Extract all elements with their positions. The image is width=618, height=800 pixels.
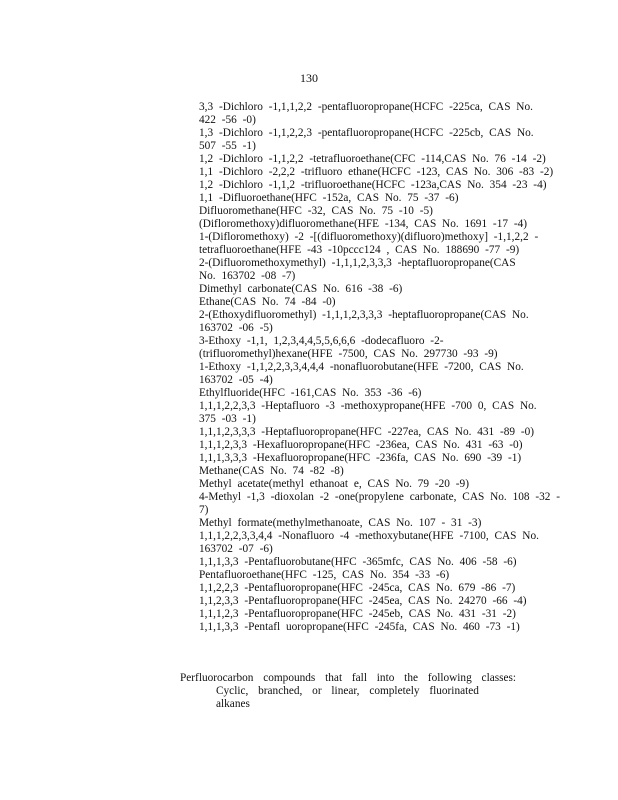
compound-entry-line: Difluoromethane(HFC -32, CAS No. 75 -10 -5) — [199, 205, 433, 217]
compound-entry-line: Pentafluoroethane(HFC -125, CAS No. 354 -33 -6) — [199, 569, 450, 581]
compound-entry-line: 1,1 -Difluoroethane(HFC -152a, CAS No. 75 -37 -6) — [199, 192, 459, 204]
compound-entry-line: 2-(Difluoromethoxymethyl) -1,1,1,2,3,3,3 -heptafluoropropane(CAS — [199, 257, 516, 269]
compound-entry — [199, 231, 539, 257]
compound-entry-line: 163702 -06 -5) — [199, 322, 273, 334]
compound-entry — [199, 439, 539, 452]
compound-entry-line: 1,1,1,2,2,3,3,4,4 -Nonafluoro -4 -methoxybutane(HFE -7100, CAS No. — [199, 530, 539, 542]
compound-entry — [199, 283, 539, 296]
compound-entry-line: 1,3 -Dichloro -1,1,2,2,3 -pentafluoropropane(HCFC -225cb, CAS No. — [199, 127, 534, 139]
compound-entry-line: 1,2 -Dichloro -1,1,2 -trifluoroethane(HCFC -123a,CAS No. 354 -23 -4) — [199, 179, 547, 191]
compound-entry-line: 507 -55 -1) — [199, 140, 256, 152]
compound-entry — [199, 426, 539, 439]
compound-entry-line: 1-(Difloromethoxy) -2 -[(difluoromethoxy)(difluoro)methoxy] -1,1,2,2 - — [199, 231, 539, 243]
compound-entry — [199, 387, 539, 400]
compound-entry-line: 1,2 -Dichloro -1,1,2,2 -tetrafluoroethane(CFC -114,CAS No. 76 -14 -2) — [199, 153, 546, 165]
compound-entry-line: 2-(Ethoxydifluoromethyl) -1,1,1,2,3,3,3 -heptafluoropropane(CAS No. — [199, 309, 529, 321]
compound-entry — [199, 296, 539, 309]
compound-entry — [199, 582, 539, 595]
compound-entry — [199, 465, 539, 478]
compound-entry-line: 1,1,1,2,2,3,3 -Heptafluoro -3 -methoxypropane(HFE -700 0, CAS No. — [199, 400, 537, 412]
compound-entry-line: 163702 -05 -4) — [199, 374, 273, 386]
compound-entry-line: 1,1,1,2,3,3 -Hexafluoropropane(HFC -236ea, CAS No. 431 -63 -0) — [199, 439, 523, 451]
compound-entry-line: Methyl acetate(methyl ethanoat e, CAS No. 79 -20 -9) — [199, 478, 469, 490]
compound-entry — [199, 218, 539, 231]
perfluorocarbon-intro: Perfluorocarbon compounds that fall into the following classes: — [180, 672, 517, 684]
compound-entry-line: 1,1 -Dichloro -2,2,2 -trifluoro ethane(HCFC -123, CAS No. 306 -83 -2) — [199, 166, 554, 178]
perfluorocarbon-class-item: Cyclic, branched, or linear, completely fluorinated alkanes — [216, 685, 479, 710]
compound-entry — [199, 166, 554, 179]
compound-entry-line: 1,1,1,2,3,3,3 -Heptafluoropropane(HFC -227ea, CAS No. 431 -89 -0) — [199, 426, 535, 438]
compound-entry-line: 1,1,2,2,3 -Pentafluoropropane(HFC -245ca, CAS No. 679 -86 -7) — [199, 582, 516, 594]
compound-entry-line: tetrafluoroethane(HFE -43 -10pccc124 , CAS No. 188690 -77 -9) — [199, 244, 520, 256]
compound-entry-line: Ethane(CAS No. 74 -84 -0) — [199, 296, 336, 308]
compound-entry-line: 1,1,1,2,3 -Pentafluoropropane(HFC -245eb, CAS No. 431 -31 -2) — [199, 608, 516, 620]
compound-entry-line: Methane(CAS No. 74 -82 -8) — [199, 465, 344, 477]
compound-entry-line: 375 -03 -1) — [199, 413, 256, 425]
compound-entry — [199, 257, 539, 283]
compound-entry-line: 4-Methyl -1,3 -dioxolan -2 -one(propylene carbonate, CAS No. 108 -32 - — [199, 491, 560, 503]
page-number: 130 — [300, 71, 318, 85]
compound-entry — [199, 621, 539, 634]
compound-entry — [199, 556, 539, 569]
compound-entry-line: 3,3 -Dichloro -1,1,1,2,2 -pentafluoropropane(HCFC -225ca, CAS No. — [199, 101, 533, 113]
compound-entry — [199, 361, 539, 387]
compound-entry-line: 1,1,2,3,3 -Pentafluoropropane(HFC -245ea, CAS No. 24270 -66 -4) — [199, 595, 527, 607]
compound-entry — [199, 569, 539, 582]
compound-entry-line: 1-Ethoxy -1,1,2,2,3,3,4,4,4 -nonafluorobutane(HFE -7200, CAS No. — [199, 361, 524, 373]
compound-entry — [199, 335, 539, 361]
compound-entry — [199, 530, 539, 556]
compound-entry — [199, 205, 539, 218]
compound-entry — [199, 491, 560, 517]
compound-entry-line: 422 -56 -0) — [199, 114, 256, 126]
compound-entry — [199, 595, 539, 608]
compound-entry — [199, 309, 539, 335]
compound-entry — [199, 192, 539, 205]
compound-entry-line: Methyl formate(methylmethanoate, CAS No. 107 - 31 -3) — [199, 517, 482, 529]
compound-entry — [199, 127, 539, 153]
compound-list — [199, 101, 560, 634]
compound-entry-line: 163702 -07 -6) — [199, 543, 273, 555]
compound-entry-line: Dimethyl carbonate(CAS No. 616 -38 -6) — [199, 283, 403, 295]
compound-entry — [199, 608, 539, 621]
compound-entry — [199, 101, 539, 127]
compound-entry-line: Ethylfluoride(HFC -161,CAS No. 353 -36 -6) — [199, 387, 422, 399]
compound-entry-line: (trifluoromethyl)hexane(HFE -7500, CAS No. 297730 -93 -9) — [199, 348, 498, 360]
compound-entry-line: No. 163702 -08 -7) — [199, 270, 296, 282]
compound-entry-line: 1,1,1,3,3 -Pentafl uoropropane(HFC -245fa, CAS No. 460 -73 -1) — [199, 621, 520, 633]
compound-entry — [199, 452, 539, 465]
compound-entry-line: (Difloromethoxy)difluoromethane(HFE -134, CAS No. 1691 -17 -4) — [199, 218, 527, 230]
compound-entry — [199, 179, 547, 192]
compound-entry — [199, 153, 546, 166]
compound-entry-line: 1,1,1,3,3 -Pentafluorobutane(HFC -365mfc, CAS No. 406 -58 -6) — [199, 556, 517, 568]
compound-entry — [199, 517, 539, 530]
compound-entry — [199, 478, 539, 491]
compound-entry-line: 3-Ethoxy -1,1, 1,2,3,4,4,5,5,6,6,6 -dodecafluoro -2- — [199, 335, 444, 347]
compound-entry-line: 7) — [199, 504, 209, 516]
compound-entry-line: 1,1,1,3,3,3 -Hexafluoropropane(HFC -236fa, CAS No. 690 -39 -1) — [199, 452, 522, 464]
compound-entry — [199, 400, 539, 426]
